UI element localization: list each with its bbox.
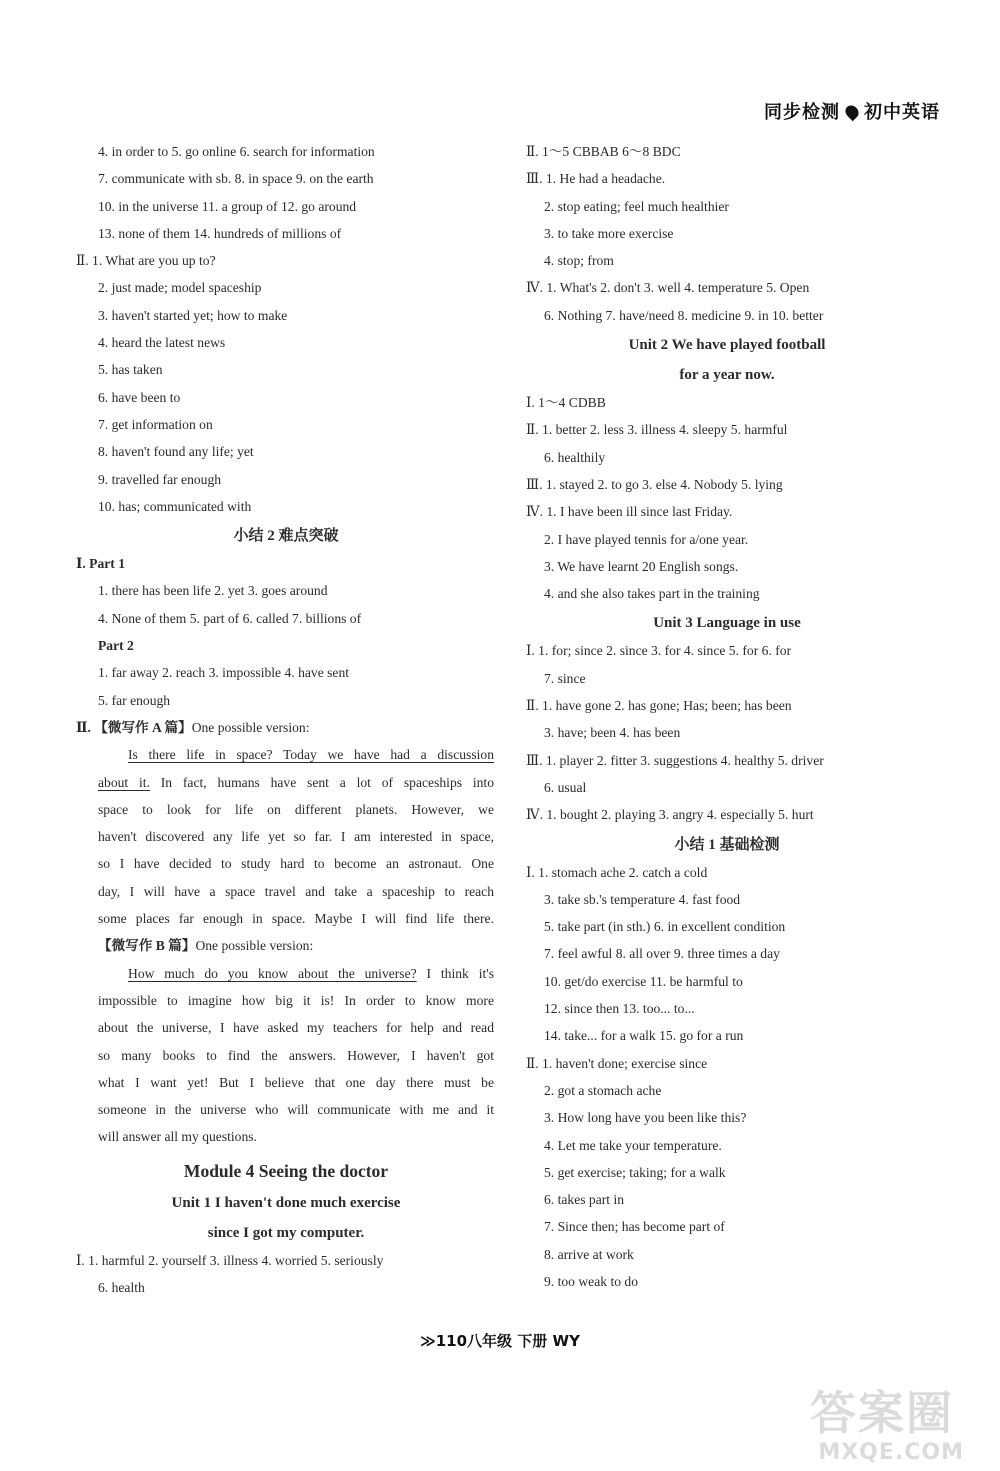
answer-line: 4. in order to 5. go online 6. search for information xyxy=(98,144,375,159)
section-title: 小结 2 难点突破 xyxy=(233,528,339,545)
answer-line: 3. take sb.'s temperature 4. fast food xyxy=(544,891,741,907)
answer-line: 3. How long have you been like this? xyxy=(544,1110,747,1126)
answer-line: Ⅲ. 1. He had a headache. xyxy=(526,171,666,187)
answer-line: 4. None of them 5. part of 6. called 7. billions of xyxy=(98,610,362,626)
footer-arrows: ≫ xyxy=(420,1332,436,1350)
answer-line: Ⅰ. Part 1 xyxy=(76,556,126,572)
paragraph-line: what I want yet! But I believe that one day there must be xyxy=(98,1074,494,1090)
answer-line: Ⅱ. 1. haven't done; exercise since xyxy=(526,1055,708,1071)
answer-line: 7. get information on xyxy=(98,416,213,432)
answer-line: 6. usual xyxy=(544,779,587,795)
answer-line: 14. take... for a walk 15. go for a run xyxy=(544,1028,744,1044)
paragraph-line: so many books to find the answers. However, I haven't got xyxy=(98,1047,494,1063)
unit-title: Unit 3 Language in use xyxy=(653,615,801,632)
answer-line: 5. get exercise; taking; for a walk xyxy=(544,1164,726,1180)
writing-b-heading xyxy=(76,932,496,959)
watermark-logo xyxy=(784,1377,964,1465)
answer-line: Ⅳ. 1. bought 2. playing 3. angry 4. especially 5. hurt xyxy=(526,807,814,823)
paragraph-text: In fact, humans have sent a lot of spaceships into xyxy=(149,774,494,790)
answer-line: 13. none of them 14. hundreds of millions of xyxy=(98,225,342,241)
footer-code: WY xyxy=(552,1332,580,1350)
answer-line: 4. heard the latest news xyxy=(98,335,226,351)
answer-line: 10. in the universe 11. a group of 12. go around xyxy=(98,198,357,214)
writing-b-version: One possible version: xyxy=(195,938,314,954)
answer-line: 6. takes part in xyxy=(544,1192,625,1208)
module-title: Module 4 Seeing the doctor xyxy=(183,1160,389,1181)
answer-line: Ⅰ. 1～4 CDBB xyxy=(526,395,606,411)
answer-line: Ⅲ. 1. player 2. fitter 3. suggestions 4. healthy 5. driver xyxy=(526,752,824,768)
paragraph-text: Is there life in space? Today we have had a discussion xyxy=(128,747,494,763)
answer-line: Ⅰ. 1. for; since 2. since 3. for 4. since 5. for 6. for xyxy=(526,643,792,659)
watermark-text: 答案圈 xyxy=(810,1386,954,1440)
writing-b-label: 【微写作 B 篇】 xyxy=(98,938,196,954)
paragraph-line: impossible to imagine how big it is! In order to know more xyxy=(98,992,494,1008)
page-footer xyxy=(0,1330,1000,1351)
right-column xyxy=(522,138,932,1295)
unit-title-cont: since I got my computer. xyxy=(207,1224,365,1241)
unit-title: Unit 1 I haven't done much exercise xyxy=(171,1194,401,1211)
answer-line: 2. just made; model spaceship xyxy=(98,280,262,296)
answer-line: 2. stop eating; feel much healthier xyxy=(544,198,729,214)
page-header xyxy=(764,98,940,124)
left-column xyxy=(76,138,496,1301)
paragraph-line: haven't discovered any life yet so far. I am interested in space, xyxy=(98,829,494,845)
answer-line: 9. travelled far enough xyxy=(98,471,222,487)
answer-line: 6. health xyxy=(98,1279,145,1295)
answer-line: 6. healthily xyxy=(544,449,606,465)
unit-title-cont: for a year now. xyxy=(679,367,775,384)
paragraph-line: will answer all my questions. xyxy=(98,1129,257,1145)
writing-a-heading xyxy=(76,714,496,741)
answer-line: 4. and she also takes part in the training xyxy=(544,586,760,602)
answer-line: 8. haven't found any life; yet xyxy=(98,444,254,460)
answer-line: 3. to take more exercise xyxy=(544,225,674,241)
answer-line: 5. has taken xyxy=(98,362,163,378)
writing-a-version: One possible version: xyxy=(191,719,310,735)
answer-line: 7. communicate with sb. 8. in space 9. on the earth xyxy=(98,171,374,187)
paragraph-text: I think it's xyxy=(416,965,494,981)
footer-term: 下册 xyxy=(517,1332,548,1350)
answer-line: 10. has; communicated with xyxy=(98,498,252,514)
answer-line: 6. have been to xyxy=(98,389,181,405)
answer-line: 4. Let me take your temperature. xyxy=(544,1137,722,1153)
page-number: 110 xyxy=(435,1332,468,1350)
answer-line: Ⅰ. 1. harmful 2. yourself 3. illness 4. worried 5. seriously xyxy=(76,1252,384,1268)
paragraph-line: about the universe, I have asked my teachers for help and read xyxy=(98,1020,494,1036)
answer-line: 3. haven't started yet; how to make xyxy=(98,307,288,323)
answer-line: 12. since then 13. too... to... xyxy=(544,1001,695,1017)
unit-title: Unit 2 We have played football xyxy=(628,337,826,354)
paragraph-line: some places far enough in space. Maybe I will find life there. xyxy=(98,911,494,927)
answer-line: 4. stop; from xyxy=(544,253,614,269)
answer-line: 2. got a stomach ache xyxy=(544,1082,662,1098)
watermark-url: MXQE.COM xyxy=(818,1440,964,1465)
leaf-icon xyxy=(843,103,861,121)
header-series: 同步检测 xyxy=(764,102,840,123)
paragraph-line xyxy=(98,769,494,796)
writing-a-paragraph xyxy=(76,741,494,932)
paragraph-line xyxy=(98,960,494,987)
answer-line: 7. Since then; has become part of xyxy=(544,1219,725,1235)
answer-line: Ⅱ. 1～5 CBBAB 6～8 BDC xyxy=(526,144,681,159)
answer-line: 2. I have played tennis for a/one year. xyxy=(544,531,749,547)
answer-line: Ⅱ. 1. better 2. less 3. illness 4. sleepy 5. harmful xyxy=(526,422,788,438)
footer-grade: 八年级 xyxy=(467,1332,513,1350)
answer-line: Ⅱ. 1. What are you up to? xyxy=(76,253,216,269)
answer-line: 7. feel awful 8. all over 9. three times a day xyxy=(544,946,780,962)
header-subject: 初中英语 xyxy=(864,102,940,123)
paragraph-line: day, I will have a space travel and take a spaceship to reach xyxy=(98,883,494,899)
answer-line: 5. take part (in sth.) 6. in excellent condition xyxy=(544,919,786,935)
answer-line: 1. far away 2. reach 3. impossible 4. have sent xyxy=(98,665,350,681)
paragraph-line: space to look for life on different planets. However, we xyxy=(98,801,494,817)
answer-line: Ⅰ. 1. stomach ache 2. catch a cold xyxy=(526,864,708,880)
answer-line: 7. since xyxy=(544,670,586,686)
answer-line: 3. We have learnt 20 English songs. xyxy=(544,558,739,574)
answer-line: 5. far enough xyxy=(98,692,171,708)
answer-line: 6. Nothing 7. have/need 8. medicine 9. in 10. better xyxy=(544,307,824,323)
paragraph-line xyxy=(98,741,494,768)
answer-line: 10. get/do exercise 11. be harmful to xyxy=(544,973,743,989)
answer-line: Part 2 xyxy=(98,638,134,654)
answer-line: 9. too weak to do xyxy=(544,1273,639,1289)
answer-line: 8. arrive at work xyxy=(544,1246,634,1262)
paragraph-line: someone in the universe who will communicate with me and it xyxy=(98,1102,494,1118)
answer-line: Ⅳ. 1. What's 2. don't 3. well 4. temperature 5. Open xyxy=(526,280,810,296)
answer-line: Ⅲ. 1. stayed 2. to go 3. else 4. Nobody 5. lying xyxy=(526,476,783,492)
section-title: 小结 1 基础检测 xyxy=(674,836,780,853)
paragraph-text: about it. xyxy=(98,774,150,790)
paragraph-line: so I have decided to study hard to become an astronaut. One xyxy=(98,856,494,872)
answer-line: Ⅳ. 1. I have been ill since last Friday. xyxy=(526,504,733,520)
writing-a-label: Ⅱ. 【微写作 A 篇】 xyxy=(76,719,192,735)
answer-line: 1. there has been life 2. yet 3. goes around xyxy=(98,583,328,599)
paragraph-text: How much do you know about the universe? xyxy=(128,965,417,981)
answer-line: 3. have; been 4. has been xyxy=(544,725,681,741)
writing-b-paragraph xyxy=(76,960,494,1151)
answer-line: Ⅱ. 1. have gone 2. has gone; Has; been; has been xyxy=(526,698,792,714)
